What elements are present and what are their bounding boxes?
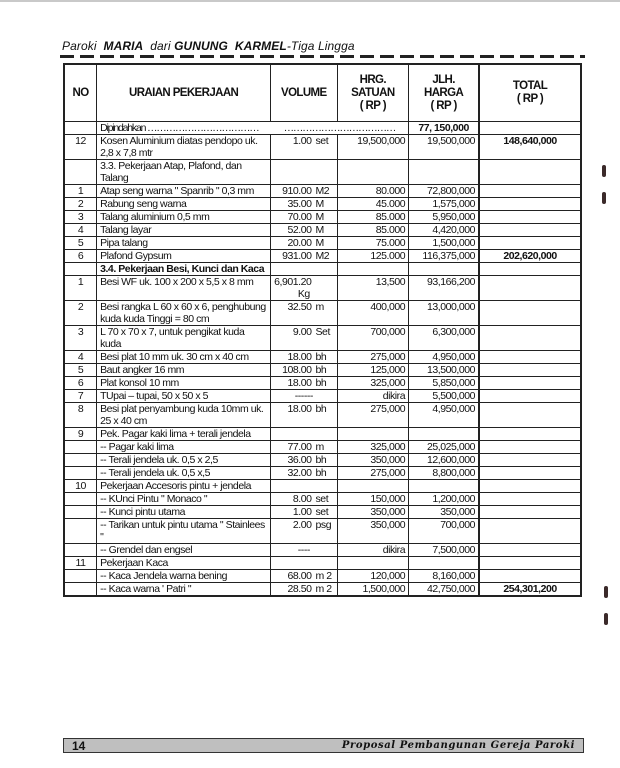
row-no: 6 xyxy=(64,377,97,390)
row-unit-price xyxy=(337,480,409,493)
row-description: Atap seng warna " Spanrib " 0,3 mm xyxy=(97,185,271,198)
col-unit-price-line2: SATUAN xyxy=(351,86,395,99)
row-volume xyxy=(271,160,337,185)
row-volume xyxy=(271,493,337,506)
row-total xyxy=(479,480,581,493)
row-description: Besi rangka L 60 x 60 x 6, penghubung kuda kuda Tinggi = 80 cm xyxy=(97,301,271,326)
table-row xyxy=(64,135,581,160)
row-unit: m xyxy=(315,441,324,453)
row-qty: 32.00 xyxy=(287,467,312,479)
row-total xyxy=(479,428,581,441)
carried-value: 77, 150,000 xyxy=(409,122,479,135)
row-qty: 52.00 xyxy=(287,224,312,236)
row-volume xyxy=(271,326,337,351)
row-amount xyxy=(409,428,479,441)
row-unit-price: 85.000 xyxy=(337,211,409,224)
row-total xyxy=(479,441,581,454)
row-description: Baut angker 16 mm xyxy=(97,364,271,377)
row-unit-price xyxy=(337,557,409,570)
header-name1: MARIA xyxy=(103,39,144,53)
table-row xyxy=(64,364,581,377)
row-total xyxy=(479,467,581,480)
carried-forward-row xyxy=(64,122,581,135)
row-qty: 1.00 xyxy=(292,135,312,147)
header-dashed-rule xyxy=(60,55,585,58)
col-no: NO xyxy=(64,64,97,122)
row-amount xyxy=(409,557,479,570)
row-total xyxy=(479,377,581,390)
row-no: 9 xyxy=(64,428,97,441)
row-description: TUpai – tupai, 50 x 50 x 5 xyxy=(97,390,271,403)
row-no xyxy=(64,441,97,454)
row-unit-price: 45.000 xyxy=(337,198,409,211)
row-amount: 4,420,000 xyxy=(409,224,479,237)
row-description: -- Kaca Jendela warna bening xyxy=(97,570,271,583)
row-description: -- Terali jendela uk. 0,5 x 2,5 xyxy=(97,454,271,467)
row-no xyxy=(64,519,97,544)
row-description: -- Terali jendela uk. 0,5 x,5 xyxy=(97,467,271,480)
row-unit: m xyxy=(315,301,324,313)
table-row xyxy=(64,301,581,326)
row-no xyxy=(64,160,97,185)
row-amount: 4,950,000 xyxy=(409,403,479,428)
row-no: 4 xyxy=(64,224,97,237)
row-no: 1 xyxy=(64,185,97,198)
table-row xyxy=(64,160,581,185)
row-no xyxy=(64,544,97,557)
table-row xyxy=(64,493,581,506)
row-unit-price: 120,000 xyxy=(337,570,409,583)
row-description: -- Tarikan untuk pintu utama " Stainlees " xyxy=(97,519,271,544)
row-no xyxy=(64,506,97,519)
row-unit: m 2 xyxy=(315,570,332,582)
table-row xyxy=(64,441,581,454)
row-amount: 1,500,000 xyxy=(409,237,479,250)
row-qty: ------ xyxy=(294,390,313,402)
row-qty: 108.00 xyxy=(282,364,312,376)
row-description: -- KUnci Pintu " Monaco " xyxy=(97,493,271,506)
carried-label: Dipindahkan ……………………………… xyxy=(97,122,271,135)
scan-mark xyxy=(602,165,606,177)
row-volume xyxy=(271,467,337,480)
row-unit: set xyxy=(315,493,329,505)
table-row xyxy=(64,480,581,493)
row-description: 3.4. Pekerjaan Besi, Kunci dan Kaca xyxy=(97,263,271,276)
row-unit-price: 1,500,000 xyxy=(337,583,409,597)
row-no: 6 xyxy=(64,250,97,263)
row-amount: 72,800,000 xyxy=(409,185,479,198)
row-total xyxy=(479,263,581,276)
row-unit: bh xyxy=(315,377,327,389)
row-volume xyxy=(271,263,337,276)
row-unit-price xyxy=(337,160,409,185)
row-unit-price: 80.000 xyxy=(337,185,409,198)
row-description: Talang layar xyxy=(97,224,271,237)
header-name3: KARMEL xyxy=(234,39,287,53)
row-amount: 5,850,000 xyxy=(409,377,479,390)
row-amount: 700,000 xyxy=(409,519,479,544)
table-row xyxy=(64,583,581,597)
table-row xyxy=(64,519,581,544)
row-description: Plat konsol 10 mm xyxy=(97,377,271,390)
row-unit: M2 xyxy=(315,185,330,197)
row-no: 1 xyxy=(64,276,97,301)
row-volume xyxy=(271,454,337,467)
row-amount: 12,600,000 xyxy=(409,454,479,467)
row-amount: 1,200,000 xyxy=(409,493,479,506)
row-unit-price: 400,000 xyxy=(337,301,409,326)
row-no: 3 xyxy=(64,211,97,224)
row-total xyxy=(479,570,581,583)
row-total xyxy=(479,237,581,250)
row-qty: 68.00 xyxy=(287,570,312,582)
row-no: 11 xyxy=(64,557,97,570)
row-total xyxy=(479,276,581,301)
col-total xyxy=(479,64,581,122)
row-volume xyxy=(271,224,337,237)
table-row xyxy=(64,211,581,224)
row-total xyxy=(479,519,581,544)
col-amount-line1: JLH. xyxy=(432,73,455,86)
table-row xyxy=(64,428,581,441)
row-unit-price: 275,000 xyxy=(337,467,409,480)
row-amount: 116,375,000 xyxy=(409,250,479,263)
row-unit: M xyxy=(315,237,324,249)
row-qty: 28.50 xyxy=(287,583,312,595)
row-total xyxy=(479,493,581,506)
row-amount: 5,500,000 xyxy=(409,390,479,403)
bill-of-quantities-table xyxy=(63,63,582,597)
row-unit-price: 150,000 xyxy=(337,493,409,506)
row-total: 254,301,200 xyxy=(479,583,581,597)
col-total-line1: TOTAL xyxy=(512,80,548,92)
table-row xyxy=(64,454,581,467)
row-unit-price: 275,000 xyxy=(337,351,409,364)
row-unit: bh xyxy=(315,454,327,466)
row-amount xyxy=(409,263,479,276)
row-no: 10 xyxy=(64,480,97,493)
row-unit: M xyxy=(315,211,324,223)
row-amount: 6,300,000 xyxy=(409,326,479,351)
row-unit: set xyxy=(315,506,329,518)
row-description: 3.3. Pekerjaan Atap, Plafond, dan Talang xyxy=(97,160,271,185)
row-amount: 8,800,000 xyxy=(409,467,479,480)
page-number: 14 xyxy=(72,738,86,753)
row-unit: set xyxy=(315,135,329,147)
footer-title: Proposal Pembangunan Gereja Paroki xyxy=(341,740,575,751)
row-no: 3 xyxy=(64,326,97,351)
row-volume xyxy=(271,557,337,570)
scan-mark xyxy=(604,586,608,598)
row-qty: 2.00 xyxy=(292,519,312,531)
row-volume xyxy=(271,351,337,364)
row-description: Pekerjaan Accesoris pintu + jendela xyxy=(97,480,271,493)
row-total xyxy=(479,544,581,557)
row-qty: 35.00 xyxy=(287,198,312,210)
row-unit-price: 85.000 xyxy=(337,224,409,237)
header-suffix: -Tiga Lingga xyxy=(286,39,355,53)
row-volume xyxy=(271,198,337,211)
row-no: 5 xyxy=(64,237,97,250)
row-unit-price: dikira xyxy=(337,544,409,557)
row-unit-price: 125.000 xyxy=(337,250,409,263)
row-total xyxy=(479,301,581,326)
row-amount: 1,575,000 xyxy=(409,198,479,211)
row-description: Talang aluminium 0,5 mm xyxy=(97,211,271,224)
table-row xyxy=(64,237,581,250)
row-volume xyxy=(271,403,337,428)
row-description: Pekerjaan Kaca xyxy=(97,557,271,570)
row-total xyxy=(479,506,581,519)
row-unit: Set xyxy=(315,326,330,338)
table-row xyxy=(64,557,581,570)
table-row xyxy=(64,506,581,519)
row-qty: 8.00 xyxy=(292,493,312,505)
row-unit: m 2 xyxy=(315,583,332,595)
row-qty: 1.00 xyxy=(292,506,312,518)
row-qty: 910.00 xyxy=(282,185,312,197)
row-total xyxy=(479,211,581,224)
row-total xyxy=(479,364,581,377)
table-header-row xyxy=(64,64,581,122)
row-qty: 6,901.20 xyxy=(274,276,312,288)
row-amount: 4,950,000 xyxy=(409,351,479,364)
carried-dots: ……………………………… xyxy=(271,122,409,135)
row-volume xyxy=(271,428,337,441)
row-total xyxy=(479,185,581,198)
row-description: Plafond Gypsum xyxy=(97,250,271,263)
row-total xyxy=(479,224,581,237)
row-volume xyxy=(271,364,337,377)
row-amount: 42,750,000 xyxy=(409,583,479,597)
row-unit-price: 75.000 xyxy=(337,237,409,250)
row-unit: Kg xyxy=(297,288,310,300)
row-unit: psg xyxy=(315,519,332,531)
row-volume xyxy=(271,570,337,583)
col-amount xyxy=(409,64,479,122)
row-total: 202,620,000 xyxy=(479,250,581,263)
row-volume xyxy=(271,519,337,544)
row-description: Besi WF uk. 100 x 200 x 5,5 x 8 mm xyxy=(97,276,271,301)
row-qty: ---- xyxy=(297,544,310,556)
row-unit-price: 700,000 xyxy=(337,326,409,351)
row-unit-price: 350,000 xyxy=(337,519,409,544)
row-total xyxy=(479,326,581,351)
row-description: -- Grendel dan engsel xyxy=(97,544,271,557)
row-qty: 931.00 xyxy=(282,250,312,262)
table-row xyxy=(64,467,581,480)
row-volume xyxy=(271,390,337,403)
table-row xyxy=(64,263,581,276)
col-total-line2: ( RP ) xyxy=(516,93,544,105)
row-total xyxy=(479,557,581,570)
row-volume xyxy=(271,185,337,198)
col-amount-line2: HARGA xyxy=(424,86,464,99)
row-unit-price: 325,000 xyxy=(337,377,409,390)
row-no: 4 xyxy=(64,351,97,364)
row-no xyxy=(64,583,97,597)
row-unit-price: 125,000 xyxy=(337,364,409,377)
page-footer xyxy=(63,738,584,753)
table-row xyxy=(64,276,581,301)
row-qty: 18.00 xyxy=(287,351,312,363)
row-unit-price: dikira xyxy=(337,390,409,403)
row-no: 2 xyxy=(64,198,97,211)
row-description: -- Pagar kaki lima xyxy=(97,441,271,454)
row-amount: 5,950,000 xyxy=(409,211,479,224)
row-unit-price: 350,000 xyxy=(337,454,409,467)
row-description: -- Kaca warna ' Patri " xyxy=(97,583,271,597)
row-unit: M xyxy=(315,198,324,210)
row-total xyxy=(479,390,581,403)
scan-mark xyxy=(602,192,606,204)
row-no xyxy=(64,570,97,583)
row-qty: 20.00 xyxy=(287,237,312,249)
row-total xyxy=(479,160,581,185)
row-total: 148,640,000 xyxy=(479,135,581,160)
row-total xyxy=(479,454,581,467)
row-unit: M2 xyxy=(315,250,330,262)
row-qty: 9.00 xyxy=(292,326,312,338)
row-unit-price xyxy=(337,428,409,441)
row-volume xyxy=(271,211,337,224)
row-unit-price: 275,000 xyxy=(337,403,409,428)
row-amount: 8,160,000 xyxy=(409,570,479,583)
row-no xyxy=(64,454,97,467)
table-row xyxy=(64,544,581,557)
table-row xyxy=(64,351,581,364)
header-prefix: Paroki xyxy=(62,39,97,53)
row-no: 2 xyxy=(64,301,97,326)
row-volume xyxy=(271,441,337,454)
row-unit: bh xyxy=(315,467,327,479)
row-amount: 25,025,000 xyxy=(409,441,479,454)
row-no xyxy=(64,263,97,276)
row-total xyxy=(479,403,581,428)
row-amount xyxy=(409,160,479,185)
row-volume xyxy=(271,377,337,390)
col-unit-price xyxy=(337,64,409,122)
row-description: L 70 x 70 x 7, untuk pengikat kuda kuda xyxy=(97,326,271,351)
row-description: Rabung seng warna xyxy=(97,198,271,211)
row-volume xyxy=(271,583,337,597)
row-unit-price: 350,000 xyxy=(337,506,409,519)
col-unit-price-line3: ( RP ) xyxy=(359,99,386,112)
col-amount-line3: ( RP ) xyxy=(430,99,457,112)
row-volume xyxy=(271,276,337,301)
row-volume xyxy=(271,301,337,326)
row-no: 7 xyxy=(64,390,97,403)
table-row xyxy=(64,403,581,428)
row-no: 12 xyxy=(64,135,97,160)
row-unit: bh xyxy=(315,351,327,363)
row-description: Besi plat penyambung kuda 10mm uk. 25 x 40 cm xyxy=(97,403,271,428)
row-volume xyxy=(271,135,337,160)
row-unit-price: 325,000 xyxy=(337,441,409,454)
row-amount: 13,500,000 xyxy=(409,364,479,377)
table-row xyxy=(64,570,581,583)
row-qty: 70.00 xyxy=(287,211,312,223)
row-no: 8 xyxy=(64,403,97,428)
row-qty: 18.00 xyxy=(287,377,312,389)
running-header xyxy=(62,39,355,53)
row-unit: M xyxy=(315,224,324,236)
row-amount xyxy=(409,480,479,493)
row-description: -- Kunci pintu utama xyxy=(97,506,271,519)
row-description: Kosen Aluminium diatas pendopo uk. 2,8 x 7,8 mtr xyxy=(97,135,271,160)
col-volume: VOLUME xyxy=(271,64,337,122)
table-row xyxy=(64,326,581,351)
row-qty: 32.50 xyxy=(287,301,312,313)
col-unit-price-line1: HRG. xyxy=(359,73,386,86)
scan-mark xyxy=(604,613,608,625)
table-row xyxy=(64,250,581,263)
table-row xyxy=(64,390,581,403)
row-description: Pek. Pagar kaki lima + terali jendela xyxy=(97,428,271,441)
row-volume xyxy=(271,237,337,250)
row-no: 5 xyxy=(64,364,97,377)
row-unit-price: 19,500,000 xyxy=(337,135,409,160)
row-volume xyxy=(271,506,337,519)
row-qty: 18.00 xyxy=(287,403,312,415)
row-qty: 36.00 xyxy=(287,454,312,466)
col-description: URAIAN PEKERJAAN xyxy=(97,64,271,122)
row-amount: 93,166,200 xyxy=(409,276,479,301)
row-qty: 77.00 xyxy=(287,441,312,453)
row-no xyxy=(64,467,97,480)
scan-edge xyxy=(0,0,620,2)
row-amount: 19,500,000 xyxy=(409,135,479,160)
row-amount: 13,000,000 xyxy=(409,301,479,326)
row-amount: 350,000 xyxy=(409,506,479,519)
row-unit: bh xyxy=(315,403,327,415)
row-description: Besi plat 10 mm uk. 30 cm x 40 cm xyxy=(97,351,271,364)
row-no xyxy=(64,493,97,506)
table-row xyxy=(64,198,581,211)
row-volume xyxy=(271,250,337,263)
row-volume xyxy=(271,544,337,557)
row-description: Pipa talang xyxy=(97,237,271,250)
row-unit: bh xyxy=(315,364,327,376)
row-total xyxy=(479,198,581,211)
table-row xyxy=(64,224,581,237)
row-unit-price xyxy=(337,263,409,276)
table-row xyxy=(64,185,581,198)
row-volume xyxy=(271,480,337,493)
row-unit-price: 13,500 xyxy=(337,276,409,301)
row-total xyxy=(479,351,581,364)
table-row xyxy=(64,377,581,390)
header-name2: GUNUNG xyxy=(174,39,228,53)
row-amount: 7,500,000 xyxy=(409,544,479,557)
header-mid: dari xyxy=(150,39,171,53)
